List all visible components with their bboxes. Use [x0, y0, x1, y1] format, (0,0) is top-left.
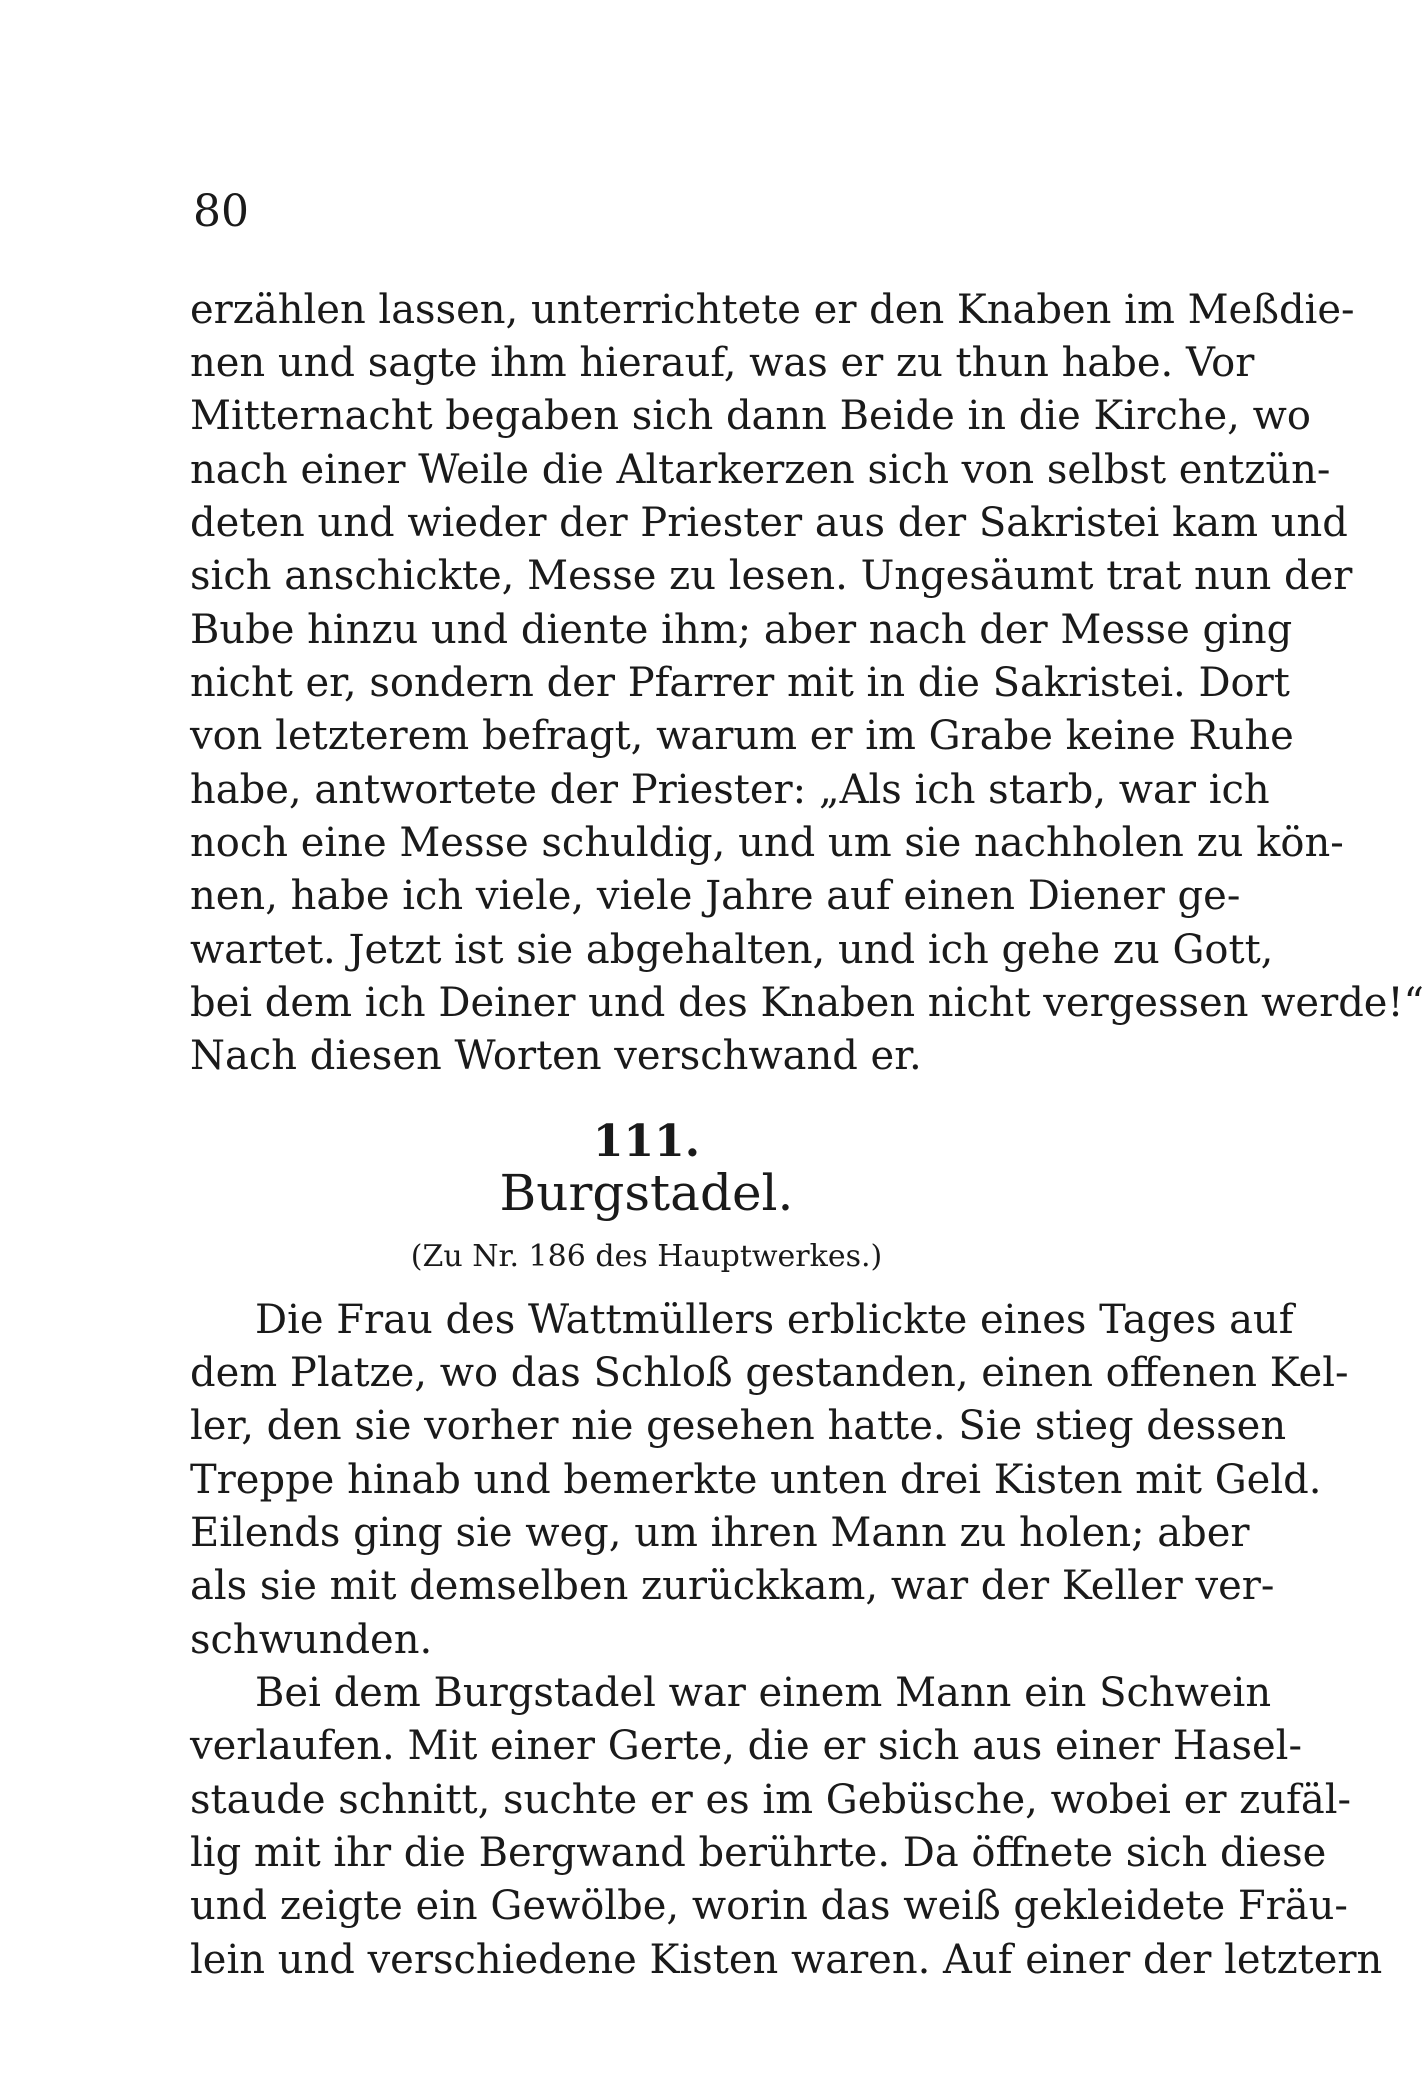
text-line: von letzterem befragt, warum er im Grabe keine Ruhe	[190, 713, 1294, 759]
text-line: Bube hinzu und diente ihm; aber nach der Messe ging	[190, 607, 1293, 653]
text-line: verlaufen. Mit einer Gerte, die er sich aus einer Hasel-	[190, 1723, 1302, 1769]
section-reference: (Zu Nr. 186 des Hauptwerkes.)	[410, 1239, 883, 1274]
text-line: staude schnitt, suchte er es im Gebüsche, wobei er zufäl-	[190, 1777, 1351, 1823]
text-line: ler, den sie vorher nie gesehen hatte. Sie stieg dessen	[190, 1403, 1287, 1449]
text-line: nach einer Weile die Altarkerzen sich von selbst entzün-	[190, 447, 1331, 493]
text-line: schwunden.	[190, 1617, 433, 1663]
text-line: nen, habe ich viele, viele Jahre auf einen Diener ge-	[190, 873, 1241, 919]
text-line: Eilends ging sie weg, um ihren Mann zu holen; aber	[190, 1510, 1250, 1556]
text-line: noch eine Messe schuldig, und um sie nachholen zu kön-	[190, 820, 1344, 866]
page-number: 80	[193, 186, 249, 237]
text-line: deten und wieder der Priester aus der Sakristei kam und	[190, 500, 1348, 546]
section-title: Burgstadel.	[499, 1164, 794, 1222]
text-line: habe, antwortete der Priester: „Als ich starb, war ich	[190, 767, 1270, 813]
text-line: nen und sagte ihm hierauf, was er zu thun habe. Vor	[190, 340, 1255, 386]
text-line: bei dem ich Deiner und des Knaben nicht vergessen werde!“	[190, 980, 1424, 1026]
text-line: und zeigte ein Gewölbe, worin das weiß gekleidete Fräu-	[190, 1883, 1348, 1929]
text-line: erzählen lassen, unterrichtete er den Knaben im Meßdie-	[190, 287, 1355, 333]
section-number: 111.	[592, 1116, 701, 1167]
text-line: Bei dem Burgstadel war einem Mann ein Schwein	[255, 1670, 1272, 1716]
text-line: Mitternacht begaben sich dann Beide in die Kirche, wo	[190, 393, 1311, 439]
text-line: lein und verschiedene Kisten waren. Auf einer der letztern	[190, 1937, 1383, 1983]
text-line: als sie mit demselben zurückkam, war der Keller ver-	[190, 1563, 1275, 1609]
text-line: Die Frau des Wattmüllers erblickte eines Tages auf	[255, 1297, 1294, 1343]
text-line: sich anschickte, Messe zu lesen. Ungesäumt trat nun der	[190, 553, 1353, 599]
text-line: nicht er, sondern der Pfarrer mit in die Sakristei. Dort	[190, 660, 1290, 706]
text-line: Treppe hinab und bemerkte unten drei Kisten mit Geld.	[190, 1457, 1322, 1503]
text-line: dem Platze, wo das Schloß gestanden, einen offenen Kel-	[190, 1350, 1349, 1396]
text-line: wartet. Jetzt ist sie abgehalten, und ich gehe zu Gott,	[190, 927, 1274, 973]
text-line: Nach diesen Worten verschwand er.	[190, 1033, 922, 1079]
text-line: lig mit ihr die Bergwand berührte. Da öffnete sich diese	[190, 1830, 1327, 1876]
